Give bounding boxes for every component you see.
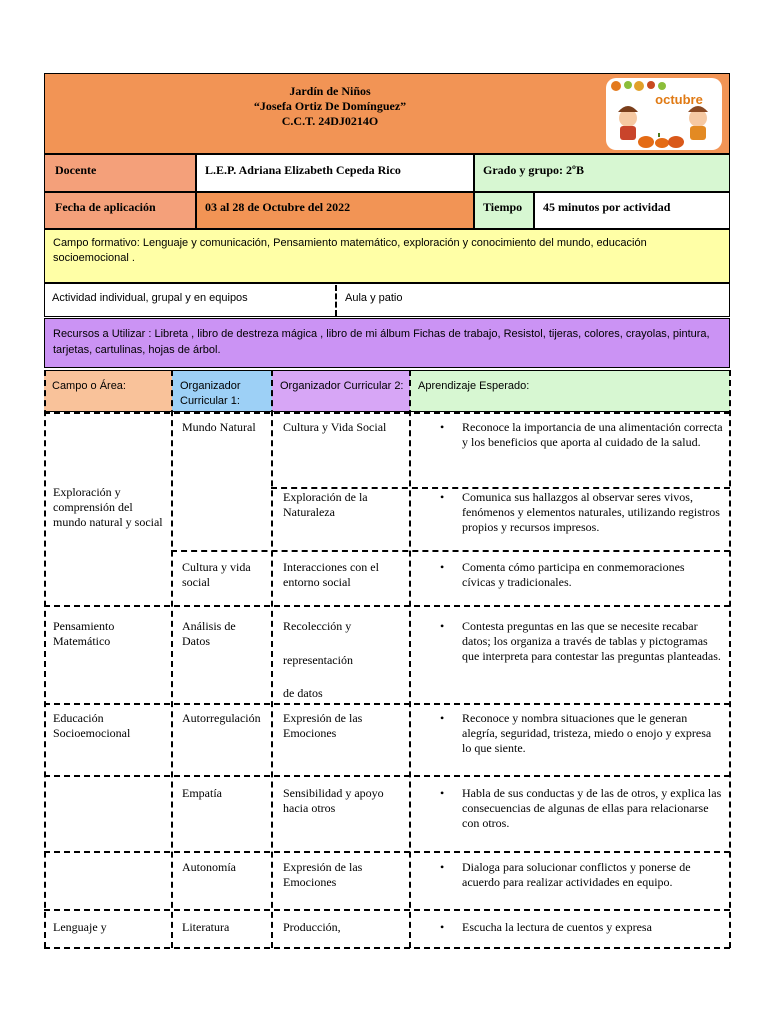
campo-educacion: Educación Socioemocional (53, 711, 131, 740)
grado-cell (474, 154, 730, 192)
grid-h-4 (44, 703, 730, 705)
tiempo-label: Tiempo (483, 200, 523, 214)
docente-value-cell (196, 154, 474, 192)
bullet-8: • (440, 920, 445, 934)
org2-produccion: Producción, (283, 920, 341, 934)
bullet-5: • (440, 711, 445, 725)
org1-analisis-datos: Análisis de Datos (182, 619, 236, 648)
org2-expresion-1: Expresión de las Emociones (283, 711, 363, 740)
org2-sensibilidad: Sensibilidad y apoyo hacia otros (283, 786, 384, 815)
org2-recoleccion-2: representación (283, 653, 353, 667)
fecha-value: 03 al 28 de Octubre del 2022 (205, 200, 351, 214)
bullet-2: • (440, 490, 445, 504)
org1-literatura: Literatura (182, 920, 230, 934)
ae-6: Habla de sus conductas y de las de otros, y explica las consecuencias de algunas de ellas para relacionarse con otros. (462, 786, 722, 830)
school-line-2: “Josefa Ortiz De Domínguez” (253, 99, 407, 113)
ae-2: Comunica sus hallazgos al observar seres vivos, fenómenos y elementos naturales, utilizando registros propios y recursos impresos. (462, 490, 720, 534)
ae-5: Reconoce y nombra situaciones que le generan alegría, seguridad, tristeza, miedo o enojo y expresa lo que siente. (462, 711, 712, 755)
th-org1-cell (172, 370, 272, 412)
grid-v-1 (171, 370, 173, 948)
tiempo-value-cell (534, 192, 730, 229)
ae-1: Reconoce la importancia de una alimentación correcta y los beneficios que aporta al cuidado de la salud. (462, 420, 723, 449)
org2-recoleccion-3: de datos (283, 686, 323, 700)
org1-autonomia: Autonomía (182, 860, 236, 874)
campo-formativo-text: Campo formativo: Lenguaje y comunicación, Pensamiento matemático, exploración y conocimiento del mundo, educación socioemocional . (53, 237, 647, 264)
recursos-cell (44, 318, 730, 368)
org1-autorregulacion: Autorregulación (182, 711, 261, 725)
actividad-text: Actividad individual, grupal y en equipos (52, 292, 248, 304)
org1-empatia: Empatía (182, 786, 222, 800)
grid-v-2 (271, 370, 273, 948)
bullet-1: • (440, 420, 445, 434)
th-aprendizaje: Aprendizaje Esperado: (418, 380, 530, 392)
th-org2-cell (272, 370, 410, 412)
recursos-text: Recursos a Utilizar : Libreta , libro de destreza mágica , libro de mi álbum Fichas de trabajo, Resistol, tijeras, colores, crayolas, pintura, tarjetas, cartulinas, hojas de árbol. (53, 328, 710, 356)
grid-h-6 (44, 851, 730, 853)
grid-h-7 (44, 909, 730, 911)
actividad-divider (335, 285, 337, 316)
th-aprendizaje-cell (410, 370, 730, 412)
bullet-6: • (440, 786, 445, 800)
school-name (180, 84, 480, 129)
org1-cultura-vida-social: Cultura y vida social (182, 560, 251, 589)
grid-v-3 (409, 370, 411, 948)
fecha-value-cell (196, 192, 474, 229)
grid-h-0 (44, 412, 730, 414)
th-org2: Organizador Curricular 2: (280, 380, 404, 392)
org1-mundo-natural: Mundo Natural (182, 420, 256, 434)
docente-label: Docente (55, 163, 97, 177)
ae-3: Comenta cómo participa en conmemoraciones cívicas y tradicionales. (462, 560, 685, 589)
grid-h-8 (44, 947, 730, 949)
th-campo-cell (44, 370, 172, 412)
th-org1: Organizador Curricular 1: (180, 380, 241, 407)
docente-label-cell (44, 154, 196, 192)
org2-expresion-2: Expresión de las Emociones (283, 860, 363, 889)
grid-h-3 (44, 605, 730, 607)
grid-h-1 (271, 487, 730, 489)
fecha-label: Fecha de aplicación (55, 200, 156, 214)
campo-formativo-cell (44, 229, 730, 283)
bullet-4: • (440, 619, 445, 633)
ae-7: Dialoga para solucionar conflictos y ponerse de acuerdo para realizar actividades en equipo. (462, 860, 691, 889)
lugar-text: Aula y patio (345, 292, 403, 304)
grid-h-2 (171, 550, 730, 552)
bullet-7: • (440, 860, 445, 874)
ae-8: Escucha la lectura de cuentos y expresa (462, 920, 652, 934)
campo-pensamiento: Pensamiento Matemático (53, 619, 115, 648)
org2-exploracion-naturaleza: Exploración de la Naturaleza (283, 490, 368, 519)
school-line-3: C.C.T. 24DJ0214O (281, 114, 379, 128)
grid-v-left (44, 370, 46, 948)
grid-h-5 (44, 775, 730, 777)
tiempo-label-cell (474, 192, 534, 229)
tiempo-value: 45 minutos por actividad (543, 200, 671, 214)
campo-lenguaje: Lenguaje y (53, 920, 107, 934)
grid-v-right (729, 370, 731, 948)
october-illustration-icon (606, 78, 722, 150)
bullet-3: • (440, 560, 445, 574)
docente-value: L.E.P. Adriana Elizabeth Cepeda Rico (205, 163, 401, 177)
campo-exploracion: Exploración y comprensión del mundo natural y social (53, 485, 163, 529)
october-badge-text: octubre (655, 92, 703, 107)
grado-label: Grado y grupo: 2ºB (483, 163, 584, 177)
th-campo: Campo o Área: (52, 380, 126, 392)
org2-recoleccion-1: Recolección y (283, 619, 352, 633)
org2-cultura-vida-social: Cultura y Vida Social (283, 420, 387, 434)
october-badge (606, 78, 722, 150)
org2-interacciones: Interacciones con el entorno social (283, 560, 379, 589)
ae-4: Contesta preguntas en las que se necesite recabar datos; los organiza a través de tablas y pictogramas que interpreta para contestar las preguntas planteadas. (462, 619, 721, 663)
school-line-1: Jardín de Niños (289, 84, 371, 98)
fecha-label-cell (44, 192, 196, 229)
